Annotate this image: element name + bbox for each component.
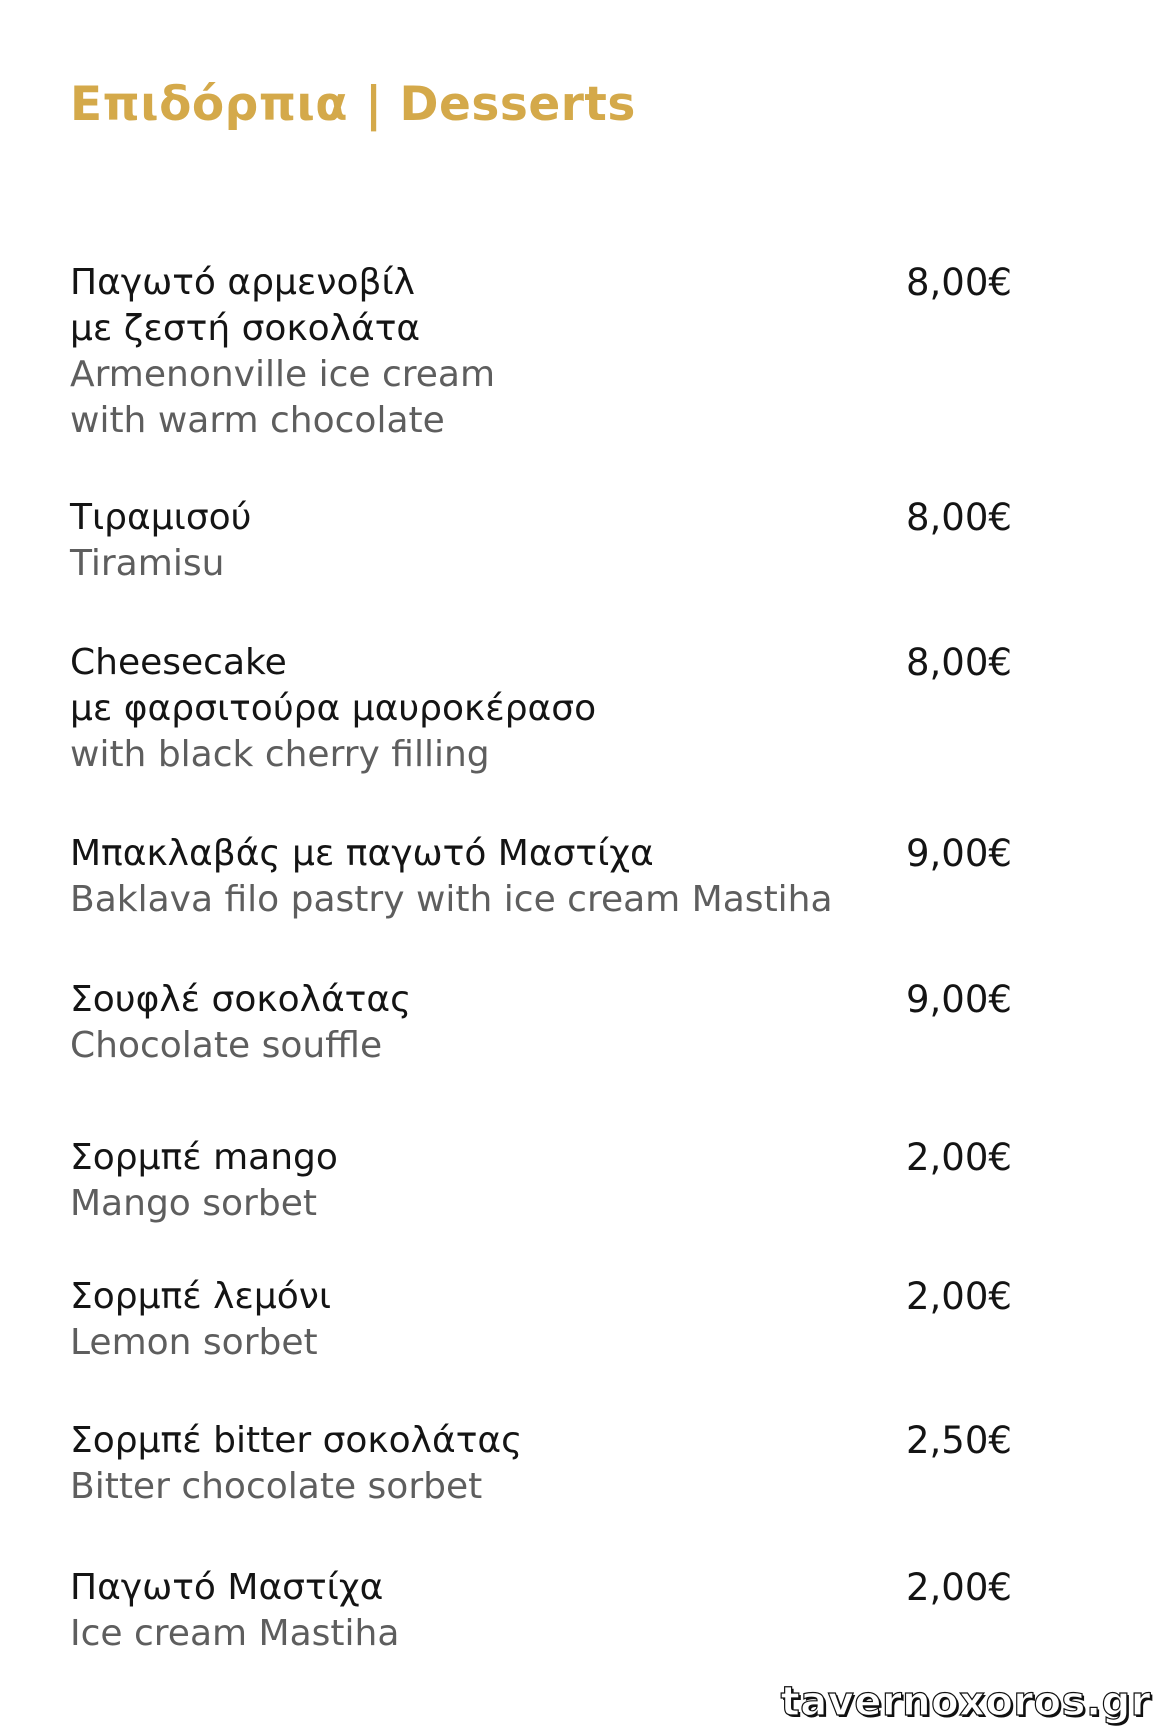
menu-item-names <box>70 260 495 444</box>
item-name-greek: Σουφλέ σοκολάτας <box>70 979 412 1020</box>
item-name-english: with warm chocolate <box>70 400 445 441</box>
menu-item-names <box>70 640 596 778</box>
item-price: 2,00€ <box>906 1136 1012 1179</box>
item-price: 8,00€ <box>906 496 1012 539</box>
menu-item-names <box>70 495 252 587</box>
item-name-greek: Σορμπέ bitter σοκολάτας <box>70 1420 523 1461</box>
item-price: 8,00€ <box>906 261 1012 304</box>
item-price: 2,50€ <box>906 1419 1012 1462</box>
item-price: 2,00€ <box>906 1275 1012 1318</box>
menu-title: Επιδόρπια | Desserts <box>70 77 636 132</box>
item-price: 8,00€ <box>906 641 1012 684</box>
item-name-english: Armenonville ice cream <box>70 354 496 395</box>
menu-item-names <box>70 831 833 923</box>
item-name-english: Baklava filo pastry with ice cream Mastiha <box>70 879 833 920</box>
item-name-greek: Σορμπέ mango <box>70 1137 338 1178</box>
item-name-english: Ice cream Mastiha <box>70 1613 400 1654</box>
item-name-english: Chocolate souffle <box>70 1025 383 1066</box>
item-name-greek: με φαρσιτούρα μαυροκέρασο <box>70 688 597 729</box>
item-price: 9,00€ <box>906 978 1012 1021</box>
menu-item-names <box>70 1274 331 1366</box>
item-name-greek: Παγωτό Μαστίχα <box>70 1567 384 1608</box>
menu-item-names <box>70 1565 399 1657</box>
item-name-greek: Τιραμισού <box>70 497 252 538</box>
item-name-english: Tiramisu <box>70 543 225 584</box>
item-name-english: Bitter chocolate sorbet <box>70 1466 483 1507</box>
item-price: 2,00€ <box>906 1566 1012 1609</box>
item-name-english: Mango sorbet <box>70 1183 317 1224</box>
item-name-english: with black cherry filling <box>70 734 490 775</box>
menu-item-names <box>70 977 411 1069</box>
item-name-greek: Μπακλαβάς με παγωτό Μαστίχα <box>70 833 654 874</box>
item-name-greek: Cheesecake <box>70 642 287 683</box>
item-price: 9,00€ <box>906 832 1012 875</box>
item-name-english: Lemon sorbet <box>70 1322 318 1363</box>
menu-item-names <box>70 1135 338 1227</box>
menu-item-names <box>70 1418 522 1510</box>
item-name-greek: με ζεστή σοκολάτα <box>70 308 421 349</box>
watermark: tavernoxoros.gr <box>780 1679 1151 1725</box>
item-name-greek: Παγωτό αρμενοβίλ <box>70 262 415 303</box>
item-name-greek: Σορμπέ λεμόνι <box>70 1276 332 1317</box>
